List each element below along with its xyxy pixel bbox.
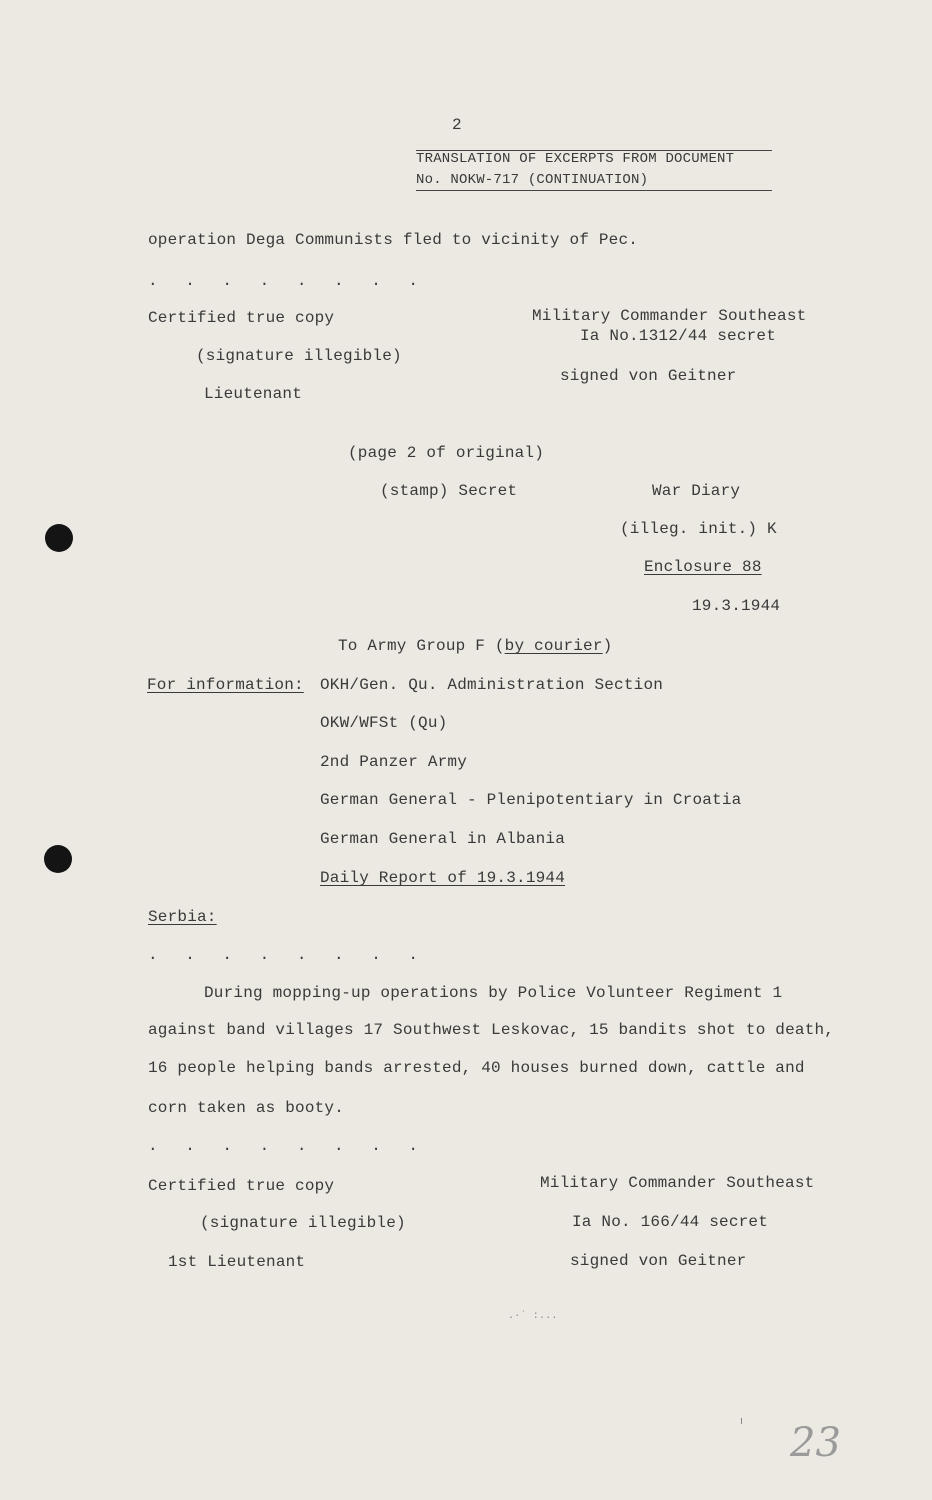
- to-line-suffix: ): [602, 637, 613, 655]
- ellipsis-3: . . . . . . . .: [148, 1137, 428, 1155]
- body-line-1: During mopping-up operations by Police Volunteer Regiment 1: [204, 984, 783, 1002]
- signature-1: (signature illegible): [196, 347, 402, 365]
- war-diary: War Diary: [652, 482, 741, 500]
- reference-1: Ia No.1312/44 secret: [580, 327, 777, 345]
- stray-tick-mark: [741, 1418, 742, 1424]
- intro-line: operation Dega Communists fled to vicinity of Pec.: [148, 231, 639, 249]
- signed-1: signed von Geitner: [560, 367, 737, 385]
- page-number: 2: [452, 116, 462, 134]
- ellipsis-1: . . . . . . . .: [148, 272, 428, 290]
- header-line-2: No. NOKW-717 (CONTINUATION): [416, 172, 649, 188]
- daily-report-title: Daily Report of 19.3.1944: [320, 869, 566, 887]
- signature-2: (signature illegible): [200, 1214, 406, 1232]
- rank-2: 1st Lieutenant: [168, 1253, 306, 1271]
- body-line-3: 16 people helping bands arrested, 40 houses burned down, cattle and: [148, 1059, 805, 1077]
- recipient-3: 2nd Panzer Army: [320, 753, 468, 771]
- pencil-page-number: 23: [790, 1420, 841, 1466]
- body-line-4: corn taken as booty.: [148, 1099, 345, 1117]
- header-line-1: TRANSLATION OF EXCERPTS FROM DOCUMENT: [416, 151, 735, 167]
- header-rule-1: [416, 150, 772, 151]
- stray-marks: .·˙ :...: [508, 1311, 558, 1322]
- recipient-1: OKH/Gen. Qu. Administration Section: [320, 676, 664, 694]
- body-line-2: against band villages 17 Southwest Leskovac, 15 bandits shot to death,: [148, 1021, 835, 1039]
- to-line-courier: by courier: [504, 637, 603, 655]
- enclosure: Enclosure 88: [644, 558, 762, 576]
- recipient-4: German General - Plenipotentiary in Croatia: [320, 791, 742, 809]
- region-heading: Serbia:: [148, 908, 217, 926]
- header-rule-2: [416, 190, 772, 191]
- recipient-2: OKW/WFSt (Qu): [320, 714, 448, 732]
- rank-1: Lieutenant: [204, 385, 303, 403]
- commander-2: Military Commander Southeast: [540, 1174, 815, 1192]
- certified-copy-1: Certified true copy: [148, 309, 335, 327]
- for-information-label: For information:: [147, 676, 304, 694]
- reference-2: Ia No. 166/44 secret: [572, 1213, 769, 1231]
- punch-hole-bottom: [44, 845, 72, 873]
- signed-2: signed von Geitner: [570, 1252, 747, 1270]
- ellipsis-2: . . . . . . . .: [148, 946, 428, 964]
- punch-hole-top: [45, 524, 73, 552]
- initials: (illeg. init.) K: [620, 520, 777, 538]
- to-line-prefix: To Army Group F (: [338, 637, 505, 655]
- certified-copy-2: Certified true copy: [148, 1177, 335, 1195]
- commander-1: Military Commander Southeast: [532, 307, 807, 325]
- document-date: 19.3.1944: [692, 597, 781, 615]
- to-line: [338, 638, 612, 654]
- original-page-note: (page 2 of original): [348, 444, 545, 462]
- recipient-5: German General in Albania: [320, 830, 566, 848]
- stamp-secret: (stamp) Secret: [380, 482, 518, 500]
